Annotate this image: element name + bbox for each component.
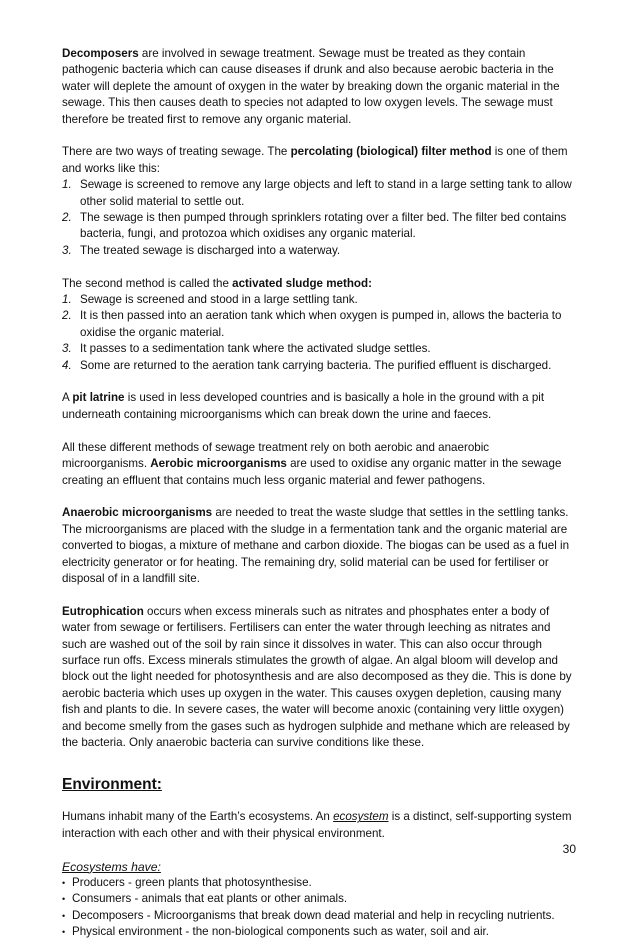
page-number: 30 bbox=[562, 842, 576, 856]
step-text: Sewage is screened to remove any large objects and left to stand in a large setting tank to allow other solid material to settle out. bbox=[80, 178, 572, 208]
list-item bbox=[62, 341, 576, 357]
paragraph-text: The second method is called the bbox=[62, 276, 233, 290]
treatment-methods-paragraph bbox=[62, 144, 576, 177]
list-item bbox=[62, 308, 576, 341]
ecosystem-components-list bbox=[62, 875, 576, 941]
list-item bbox=[62, 292, 576, 308]
paragraph-text: is a distinct, self-supporting system interaction with each other and with their physical environment. bbox=[62, 810, 572, 840]
environment-heading: Environment: bbox=[62, 776, 162, 794]
list-item bbox=[62, 891, 576, 907]
bullet-text: Physical environment - the non-biological components such as water, soil and air. bbox=[72, 925, 489, 939]
step-number: 2. bbox=[62, 211, 72, 225]
paragraph-text: Humans inhabit many of the Earth’s ecosystems. An bbox=[62, 810, 334, 824]
term-pit-latrine: pit latrine bbox=[72, 391, 125, 405]
aerobic-paragraph bbox=[62, 440, 576, 489]
term-activated-sludge: activated sludge method: bbox=[232, 276, 372, 290]
pit-latrine-paragraph bbox=[62, 390, 576, 423]
list-item bbox=[62, 177, 576, 210]
bullet-icon: • bbox=[62, 910, 66, 921]
list-item bbox=[62, 243, 576, 259]
activated-sludge-intro bbox=[62, 276, 576, 292]
paragraph-text: All these different methods of sewage treatment rely on both aerobic and anaerobic microorganisms. bbox=[62, 440, 490, 471]
term-percolating-filter: percolating (biological) filter method bbox=[290, 145, 492, 159]
paragraph-text: A bbox=[62, 391, 73, 405]
term-anaerobic-microorganisms: Anaerobic microorganisms bbox=[62, 506, 213, 520]
paragraph-text: are involved in sewage treatment. Sewage must be treated as they contain pathogenic bacteria which can cause diseases if drunk and also because aerobic bacteria in the water will deplete the amount of oxygen in the water by breaking down the organic material in the sewage. This then causes death to species not adapted to low oxygen levels. The sewage must therefore be treated first to remove any organic material. bbox=[62, 47, 560, 126]
term-decomposers: Decomposers bbox=[62, 47, 139, 60]
bullet-icon: • bbox=[62, 877, 66, 888]
step-number: 1. bbox=[62, 293, 72, 307]
step-text: The sewage is then pumped through sprinklers rotating over a filter bed. The filter bed contains bacteria, fungi, and protozoa which oxidises any organic material. bbox=[80, 211, 567, 241]
eutrophication-paragraph bbox=[62, 604, 576, 752]
step-text: The treated sewage is discharged into a waterway. bbox=[80, 243, 341, 257]
list-item bbox=[62, 210, 576, 243]
decomposers-paragraph bbox=[62, 46, 576, 128]
step-text: It is then passed into an aeration tank which when oxygen is pumped in, allows the bacteria to oxidise the organic material. bbox=[80, 309, 562, 339]
step-number: 3. bbox=[62, 243, 72, 257]
bullet-text: Decomposers - Microorganisms that break down dead material and help in recycling nutrients. bbox=[72, 908, 555, 922]
bullet-icon: • bbox=[62, 927, 66, 938]
step-number: 3. bbox=[62, 342, 72, 356]
paragraph-text: are used to oxidise any organic matter in the sewage creating an effluent that contains much less organic material and fewer pathogens. bbox=[62, 457, 562, 487]
paragraph-text: is one of them and works like this: bbox=[62, 145, 568, 175]
bullet-text: Consumers - animals that eat plants or other animals. bbox=[72, 892, 348, 906]
term-aerobic-microorganisms: Aerobic microorganisms bbox=[150, 457, 287, 471]
bullet-text: Producers - green plants that photosynthesise. bbox=[72, 875, 312, 889]
step-number: 1. bbox=[62, 178, 72, 192]
paragraph-text: There are two ways of treating sewage. The bbox=[62, 145, 291, 159]
sludge-method-steps bbox=[62, 292, 576, 374]
list-item bbox=[62, 875, 576, 891]
step-text: Sewage is screened and stood in a large settling tank. bbox=[80, 293, 358, 307]
bullet-icon: • bbox=[62, 894, 66, 905]
list-item bbox=[62, 358, 576, 374]
anaerobic-paragraph bbox=[62, 505, 576, 587]
filter-method-steps bbox=[62, 177, 576, 259]
step-number: 2. bbox=[62, 309, 72, 323]
paragraph-text: are needed to treat the waste sludge that settles in the settling tanks. The microorganisms are placed with the sludge in a fermentation tank and the organic material are converted to biogas, a mixture of methane and carbon dioxide. The biogas can be used as a fuel in electricity generator or for heating. The remaining dry, solid material can be used for fertiliser or disposal of in a landfill site. bbox=[62, 506, 570, 585]
ecosystems-subheading: Ecosystems have: bbox=[62, 859, 161, 874]
ecosystem-intro bbox=[62, 809, 576, 842]
step-text: Some are returned to the aeration tank carrying bacteria. The purified effluent is discharged. bbox=[80, 358, 552, 372]
list-item bbox=[62, 908, 576, 924]
step-number: 4. bbox=[62, 358, 72, 372]
step-text: It passes to a sedimentation tank where the activated sludge settles. bbox=[80, 342, 431, 356]
paragraph-text: occurs when excess minerals such as nitrates and phosphates enter a body of water from sewage or fertilisers. Fertilisers can enter the water through leeching as nitrates and such are washed out of the soil by rain since it dissolves in water. This can also occur through surface run offs. Excess minerals stimulates the growth of algae. An algal bloom will develop and block out the light needed for photosynthesis and are also decomposed as they die. This is done by aerobic bacteria which uses up oxygen in the water. This causes oxygen depletion, causing many fish and plants to die. In severe cases, the water will become anoxic (containing very little oxygen) and become smelly from the gases such as hydrogen sulphide and methane which are released by the bacteria. Only anaerobic bacteria can survive conditions like these. bbox=[62, 604, 572, 749]
paragraph-text: is used in less developed countries and is basically a hole in the ground with a pit underneath containing microorganisms which can break down the urine and faeces. bbox=[62, 391, 545, 421]
list-item bbox=[62, 924, 576, 940]
term-eutrophication: Eutrophication bbox=[62, 604, 144, 618]
term-ecosystem: ecosystem bbox=[333, 810, 389, 824]
